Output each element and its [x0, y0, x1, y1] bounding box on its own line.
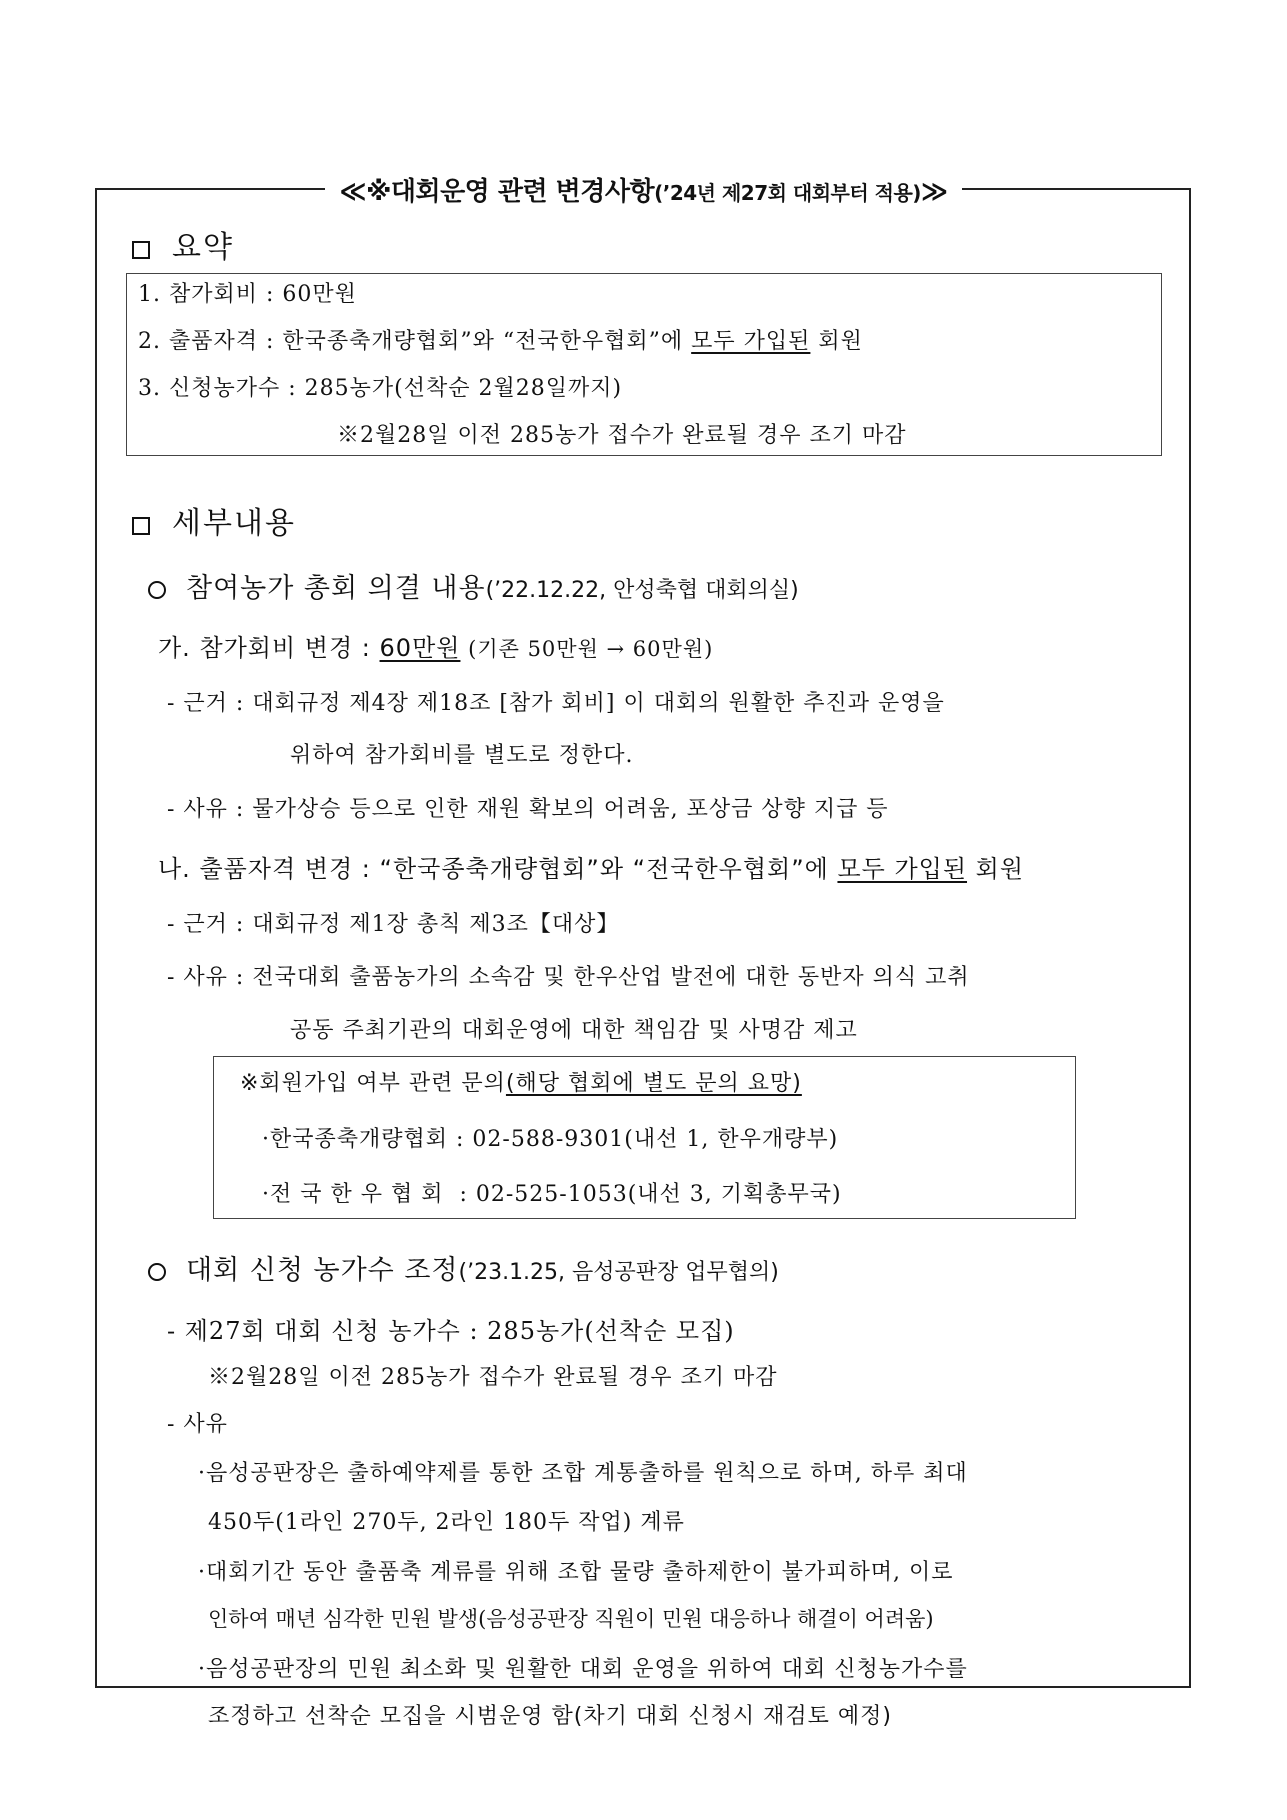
eligibility-reason-2: 공동 주최기관의 대회운영에 대한 책임감 및 사명감 제고	[290, 1018, 858, 1043]
inquiry-line-1: ·한국종축개량협회 : 02-588-9301(내선 1, 한우개량부)	[262, 1127, 839, 1152]
reason-1-line-2: 450두(1라인 270두, 2라인 180두 작업) 계류	[208, 1510, 685, 1535]
fee-change: 가. 참가회비 변경 : 60만원 (기존 50만원 → 60만원)	[158, 634, 714, 662]
applicant-count: - 제27회 대회 신청 농가수 : 285농가(선착순 모집)	[167, 1317, 735, 1345]
title-main: ≪※대회운영 관련 변경사항	[339, 177, 655, 207]
fee-basis-2: 위하여 참가회비를 별도로 정한다.	[290, 743, 634, 768]
eligibility-basis: - 근거 : 대회규정 제1장 총칙 제3조【대상】	[167, 912, 620, 937]
eligibility-reason-1: - 사유 : 전국대회 출품농가의 소속감 및 한우산업 발전에 대한 동반자 의식 고취	[167, 965, 970, 990]
detail-heading-text: 세부내용	[172, 506, 296, 541]
circle-bullet-icon	[148, 1263, 166, 1281]
circle-bullet-icon	[148, 581, 166, 599]
summary-heading	[132, 222, 234, 266]
reason-3-line-1: ·음성공판장의 민원 최소화 및 원활한 대회 운영을 위하여 대회 신청농가수를	[198, 1657, 968, 1682]
inquiry-line-2: ·전 국 한 우 협 회 : 02-525-1053(내선 3, 기획총무국)	[262, 1182, 842, 1207]
reason-2-line-2: 인하여 매년 심각한 민원 발생(음성공판장 직원이 민원 대응하나 해결이 어려움)	[208, 1607, 934, 1631]
fee-basis-1: - 근거 : 대회규정 제4장 제18조 [참가 회비] 이 대회의 원활한 추진과 운영을	[167, 691, 945, 716]
section1-title: 참여농가 총회 의결 내용(’22.12.22, 안성축협 대회의실)	[148, 566, 799, 605]
summary-line-3: 3. 신청농가수 : 285농가(선착순 2월28일까지)	[138, 376, 623, 401]
summary-line-1: 1. 참가회비 : 60만원	[138, 282, 357, 307]
detail-heading	[132, 498, 296, 542]
square-bullet-icon	[132, 517, 150, 535]
title-end: ≫	[920, 177, 948, 207]
fee-reason: - 사유 : 물가상승 등으로 인한 재원 확보의 어려움, 포상금 상향 지급 등	[167, 797, 889, 822]
summary-line-4: ※2월28일 이전 285농가 접수가 완료될 경우 조기 마감	[337, 423, 907, 448]
reason-2-line-1: ·대회기간 동안 출품축 계류를 위해 조합 물량 출하제한이 불가피하며, 이로	[198, 1560, 954, 1585]
reason-3-line-2: 조정하고 선착순 모집을 시범운영 함(차기 대회 신청시 재검토 예정)	[208, 1704, 892, 1729]
title-sub: (’24년 제27회 대회부터 적용)	[654, 181, 921, 205]
reason-1-line-1: ·음성공판장은 출하예약제를 통한 조합 계통출하를 원칙으로 하며, 하루 최대	[198, 1461, 968, 1486]
reason-label: - 사유	[167, 1412, 228, 1437]
summary-line-2: 2. 출품자격 : 한국종축개량협회”와 “전국한우협회”에 모두 가입된 회원	[138, 329, 863, 354]
page-title	[0, 171, 1287, 208]
eligibility-change: 나. 출품자격 변경 : “한국종축개량협회”와 “전국한우협회”에 모두 가입된 회원	[158, 855, 1025, 883]
summary-heading-text: 요약	[172, 230, 234, 265]
section2-title: 대회 신청 농가수 조정(’23.1.25, 음성공판장 업무협의)	[148, 1248, 779, 1287]
inquiry-title: ※회원가입 여부 관련 문의(해당 협회에 별도 문의 요망)	[240, 1071, 802, 1096]
early-close-note: ※2월28일 이전 285농가 접수가 완료될 경우 조기 마감	[208, 1365, 778, 1390]
square-bullet-icon	[132, 241, 150, 259]
